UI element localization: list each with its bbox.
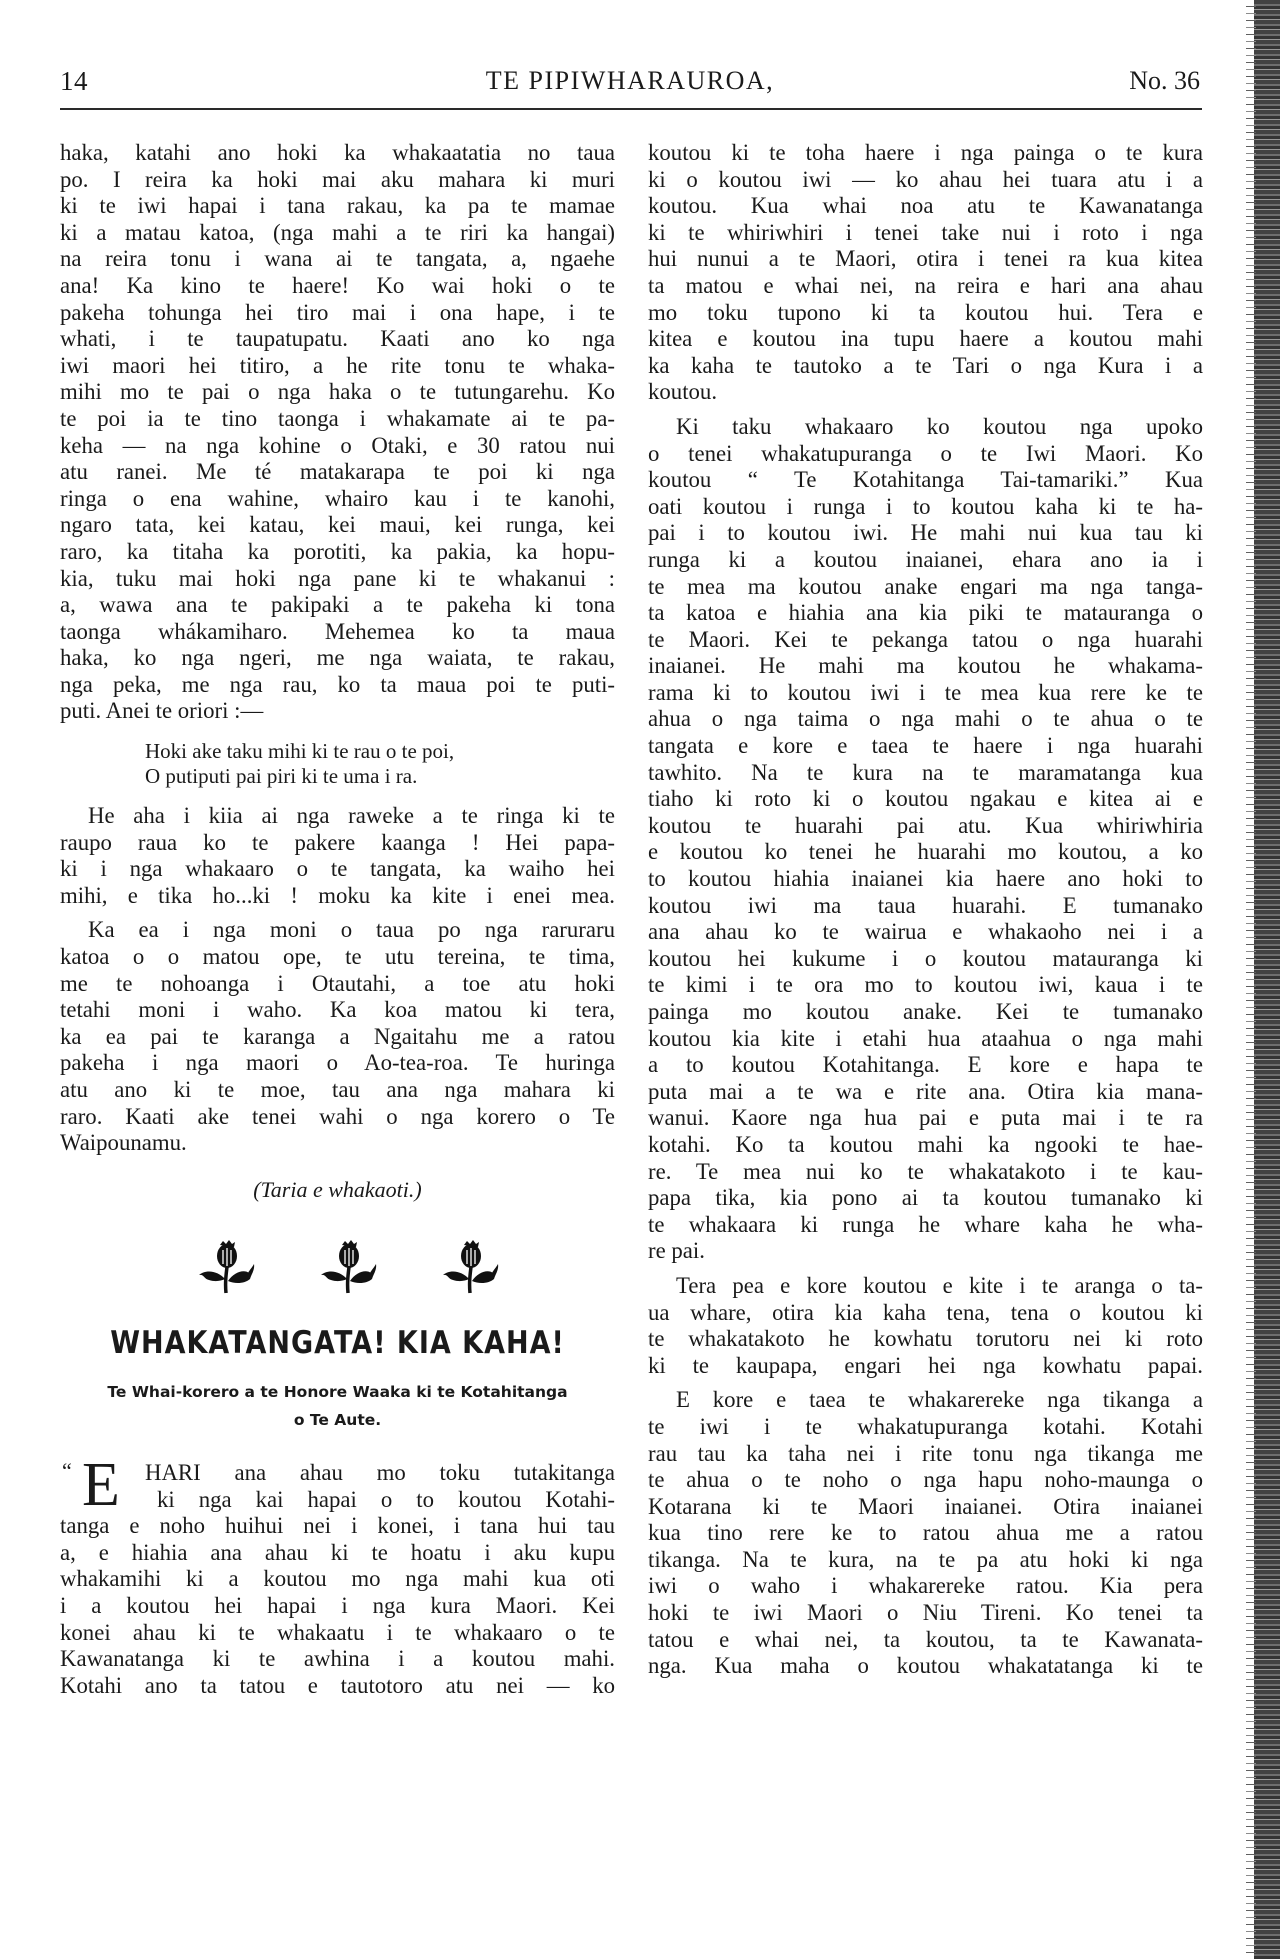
text-line: inaianei. He mahi ma koutou he whakama-: [648, 653, 1203, 679]
text-line: taonga whákamiharo. Mehemea ko ta maua: [60, 618, 615, 644]
text-line: ta katoa e hiahia ana kia piki te matauranga o: [648, 600, 1203, 626]
text-line: puti. Anei te oriori :—: [60, 698, 264, 724]
verse-line: O putiputi pai piri ki te uma i ra.: [145, 764, 418, 789]
text-line: raro. Kaati ake tenei wahi o nga korero o Te: [60, 1103, 615, 1129]
text-line: nga. Kua maha o koutou whakatatanga ki te: [648, 1653, 1203, 1679]
text-line: rau tau ka taha nei i rite tonu nga tikanga me: [648, 1440, 1203, 1466]
text-line: e koutou ko tenei he huarahi mo koutou, a ko: [648, 839, 1203, 865]
text-line: haka, katahi ano hoki ka whakaatatia no taua: [60, 140, 615, 165]
text-line: ki te iwi hapai i tana rakau, ka pa te mamae: [60, 193, 615, 219]
text-line: koutou.: [648, 379, 718, 405]
subheading-line: Te Whai-korero a te Honore Waaka ki te Kotahitanga: [107, 1382, 568, 1401]
opening-quote: “: [62, 1457, 72, 1483]
text-line: katoa o o matou ope, te utu tereina, te tima,: [60, 944, 615, 970]
text-line: re. Te mea nui ko te whakatakoto i te kau-: [648, 1158, 1203, 1184]
text-line: ngaro tata, kei katau, kei maui, kei runga, kei: [60, 512, 615, 538]
poppy-flower-ornament-icon: [440, 1237, 500, 1297]
text-line: ka kaha te tautoko a te Tari o nga Kura i a: [648, 352, 1203, 378]
text-line: rama ki to koutou iwi i te mea kua rere ke te: [648, 679, 1203, 705]
text-line: iwi o waho i whakarereke ratou. Kia pera: [648, 1573, 1203, 1599]
text-line: te mea ma koutou anake engari ma nga tanga-: [648, 573, 1203, 599]
text-line: mo toku tupono ki ta koutou hui. Tera e: [648, 299, 1203, 325]
paragraph: [648, 414, 1203, 1265]
page-header: [60, 66, 1200, 106]
ornament-row: [80, 1237, 615, 1297]
text-line: wanui. Kaore nga hua pai e puta mai i te ra: [648, 1105, 1203, 1131]
subheading-line: o Te Aute.: [293, 1410, 382, 1429]
text-line: Kotarana ki te Maori inaianei. Otira inaianei: [648, 1493, 1203, 1519]
text-line: te kimi i te ora mo to koutou iwi, kaua i te: [648, 972, 1203, 998]
poppy-flower-ornament-icon: [318, 1237, 378, 1297]
publication-title: TE PIPIWHARAUROA,: [485, 66, 775, 95]
paragraph: [60, 917, 615, 1156]
text-line: painga mo koutou anake. Kei te tumanako: [648, 999, 1203, 1024]
text-line: tanga e noho huihui nei i konei, i tana hui tau: [60, 1513, 615, 1539]
text-line: nga peka, me nga rau, ko ta maua poi te puti-: [60, 671, 615, 697]
text-line: atu ranei. Me té matakarapa te poi ki nga: [60, 459, 615, 485]
text-line: ki nga kai hapai o to koutou Kotahi-: [157, 1486, 615, 1512]
text-line: te ahua o te noho o nga hapu noho-maunga o: [648, 1467, 1203, 1493]
text-line: Kawanatanga ki te awhina i a koutou mahi.: [60, 1646, 615, 1672]
text-line: me te nohoanga i Otautahi, a toe atu hoki: [60, 970, 615, 996]
text-line: pai i to koutou iwi. He mahi nui kua tau ki: [648, 520, 1203, 546]
text-line: koutou te huarahi pai atu. Kua whiriwhiria: [648, 812, 1203, 838]
text-line: te Maori. Kei te pekanga tatou o nga huarahi: [648, 626, 1203, 652]
text-line: koutou hei kukume i o koutou matauranga ki: [648, 945, 1203, 971]
text-line: HARI ana ahau mo toku tutakitanga: [145, 1459, 615, 1485]
paragraph: [60, 140, 615, 725]
text-line: tangata e kore e taea te haere i nga huarahi: [648, 733, 1203, 759]
text-line: E kore e taea te whakarereke nga tikanga a: [676, 1387, 1203, 1413]
text-line: kua tino rere ke to ratou ahua me a ratou: [648, 1520, 1203, 1546]
text-line: ringa o ena wahine, whairo kau i te kanohi,: [60, 485, 615, 511]
text-line: ki a matau katoa, (nga mahi a te riri ka hangai): [60, 219, 615, 245]
text-line: a, e hiahia ana ahau ki te hoatu i aku kupu: [60, 1539, 615, 1565]
text-line: oati koutou i runga i to koutou kaha ki te ha-: [648, 493, 1203, 519]
poppy-flower-ornament-icon: [196, 1237, 256, 1297]
text-line: koutou. Kua whai noa atu te Kawanatanga: [648, 193, 1203, 219]
text-line: He aha i kiia ai nga raweke a te ringa ki te: [88, 803, 615, 829]
drop-cap: E: [82, 1450, 120, 1519]
text-line: ka ea pai te karanga a Ngaitahu me a ratou: [60, 1023, 615, 1049]
text-line: koutou “ Te Kotahitanga Tai-tamariki.” Kua: [648, 467, 1203, 493]
text-line: tetahi moni i waho. Ka koa matou ki tera,: [60, 997, 615, 1023]
text-line: Ka ea i nga moni o taua po nga raruraru: [88, 917, 615, 943]
text-line: ki te whiriwhiri i tenei take nui i roto i nga: [648, 219, 1203, 245]
text-line: te poi ia te tino taonga i whakamate ai te pa-: [60, 405, 615, 431]
text-line: pakeha tohunga hei tiro mai i ona hape, i te: [60, 299, 615, 325]
page-number: 14: [60, 66, 88, 96]
paragraph: [648, 140, 1203, 406]
text-line: puta mai a te wa e rite ana. Otira kia mana-: [648, 1078, 1203, 1104]
text-line: koutou ki te toha haere i nga painga o te kura: [648, 140, 1203, 165]
text-line: hoki te iwi Maori o Niu Tireni. Ko tenei ta: [648, 1600, 1203, 1626]
text-line: po. I reira ka hoki mai aku mahara ki muri: [60, 166, 615, 192]
paragraph: [648, 1387, 1203, 1680]
text-line: o tenei whakatupuranga o te Iwi Maori. Ko: [648, 440, 1203, 466]
left-column: [60, 140, 615, 1699]
verse-block: [60, 739, 615, 789]
text-line: atu ano ki te moe, tau ana nga mahara ki: [60, 1077, 615, 1102]
text-line: tiaho ki roto ki o koutou ngakau e kitea ai e: [648, 786, 1203, 812]
text-line: te iwi i te whakatupuranga kotahi. Kotahi: [648, 1413, 1203, 1439]
article-headline: WHAKATANGATA! KIA KAHA!: [110, 1325, 565, 1362]
text-line: papa tika, kia pono ai ta koutou tumanako ki: [648, 1185, 1203, 1211]
text-line: tatou e whai nei, ta koutou, ta te Kawanata-: [648, 1626, 1203, 1652]
scan-binding-edge: [1254, 0, 1280, 1959]
to-be-continued: (Taria e whakaoti.): [253, 1176, 422, 1202]
text-line: a, wawa ana te pakipaki a te pakeha ki tona: [60, 592, 615, 618]
text-line: raro, ka titaha ka porotiti, ka pakia, ka hopu-: [60, 538, 615, 564]
verse-line: Hoki ake taku mihi ki te rau o te poi,: [145, 739, 455, 764]
text-line: mihi mo te pai o nga haka o te tutungarehu. Ko: [60, 379, 615, 405]
text-line: Ki taku whakaaro ko koutou nga upoko: [676, 413, 1203, 439]
text-line: Waipounamu.: [60, 1130, 187, 1156]
text-line: tikanga. Na te kura, na te pa atu hoki ki nga: [648, 1546, 1203, 1572]
speech-paragraph: [60, 1450, 615, 1699]
text-line: ua whare, otira kia kaha tena, tena o koutou ki: [648, 1299, 1203, 1325]
text-line: ana! Ka kino te haere! Ko wai hoki o te: [60, 272, 615, 298]
article-subheading: [60, 1378, 615, 1434]
text-line: to koutou hiahia inaianei kia haere ano hoki to: [648, 866, 1203, 892]
text-line: koutou iwi ma taua huarahi. E tumanako: [648, 892, 1203, 918]
text-line: ki te kaupapa, engari hei nga kowhatu papai.: [648, 1352, 1203, 1378]
text-line: tawhito. Na te kura na te maramatanga kua: [648, 759, 1203, 785]
text-line: ta matou e whai nei, na reira e hari ana ahau: [648, 272, 1203, 298]
text-line: te whakaara ki runga he whare kaha he wha-: [648, 1211, 1203, 1237]
paragraph: [60, 803, 615, 909]
text-line: mihi, e tika ho...ki ! moku ka kite i enei mea.: [60, 882, 615, 908]
text-line: konei ahau ki te whakaatu i te whakaaro o te: [60, 1619, 615, 1645]
header-rule: [60, 108, 1202, 110]
issue-number: No. 36: [1129, 66, 1200, 95]
text-line: iwi maori hei titiro, a he rite tonu te whaka-: [60, 352, 615, 378]
text-line: runga ki a koutou inaianei, ehara ano ia i: [648, 546, 1203, 572]
text-line: Kotahi ano ta tatou e tautotoro atu nei — ko: [60, 1672, 615, 1698]
text-line: haka, ko nga ngeri, me nga waiata, te rakau,: [60, 645, 615, 671]
text-line: ana ahau ko te wairua e whakaoho nei i a: [648, 919, 1203, 945]
text-line: Tera pea e kore koutou e kite i te aranga o ta-: [676, 1272, 1203, 1298]
text-line: re pai.: [648, 1238, 705, 1264]
text-line: whati, i te taupatupatu. Kaati ano ko nga: [60, 326, 615, 352]
text-line: i a koutou hei hapai i nga kura Maori. Kei: [60, 1592, 615, 1618]
text-line: koutou kia kite i etahi hua ataahua o nga mahi: [648, 1025, 1203, 1051]
text-line: na reira tonu i wana ai te tangata, a, ngaehe: [60, 246, 615, 272]
text-line: whakamihi ki a koutou mo nga mahi kua oti: [60, 1566, 615, 1592]
text-line: kotahi. Ko ta koutou mahi ka ngooki te hae-: [648, 1131, 1203, 1157]
paragraph: [648, 1273, 1203, 1379]
text-line: ki i nga whakaaro o te tangata, ka waiho hei: [60, 856, 615, 882]
text-line: ki o koutou iwi — ko ahau hei tuara atu i a: [648, 166, 1203, 192]
text-line: hui nunui a te Maori, otira i tenei ra kua kitea: [648, 246, 1203, 272]
text-line: ahua o nga taima o nga mahi o te ahua o te: [648, 706, 1203, 732]
text-line: pakeha i nga maori o Ao-tea-roa. Te huringa: [60, 1050, 615, 1076]
text-line: a to koutou Kotahitanga. E kore e hapa te: [648, 1052, 1203, 1078]
text-line: te whakatakoto he kowhatu torutoru nei ki roto: [648, 1326, 1203, 1352]
text-line: raupo raua ko te pakere kaanga ! Hei papa-: [60, 829, 615, 855]
right-column: [648, 140, 1203, 1680]
text-line: keha — na nga kohine o Otaki, e 30 ratou nui: [60, 432, 615, 458]
text-line: kitea e koutou ina tupu haere a koutou mahi: [648, 326, 1203, 352]
text-line: kia, tuku mai hoki nga pane ki te whakanui :: [60, 565, 615, 591]
